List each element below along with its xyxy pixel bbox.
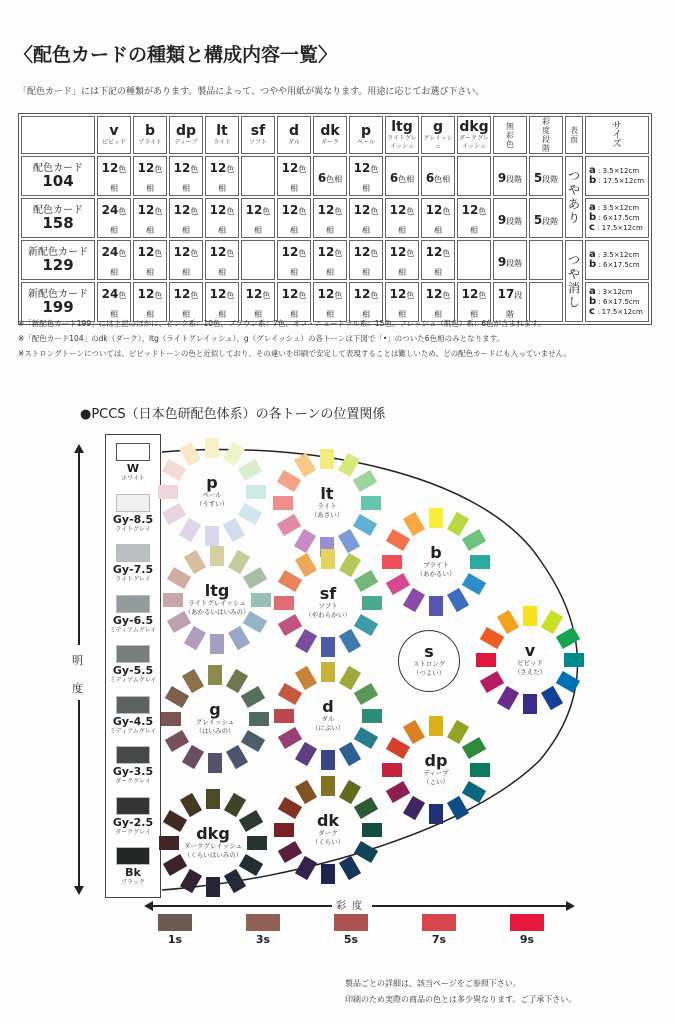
achromatic-scale: [105, 434, 161, 898]
gray-swatch: [116, 797, 150, 815]
lightness-label: 明: [72, 654, 83, 667]
diagram-title: ●PCCS（日本色研配色体系）の各トーンの位置関係: [80, 407, 386, 422]
gray-swatch: [116, 443, 150, 461]
col-header: dp ディープ: [169, 116, 203, 154]
color-swatch: [320, 449, 334, 469]
color-swatch: [321, 662, 335, 682]
lightness-axis-down: [78, 700, 80, 888]
color-swatch: [321, 776, 335, 796]
tone-label: p ペール （うすい）: [195, 473, 229, 508]
gray-name: ライトグレイ: [115, 525, 151, 533]
color-swatch: [321, 637, 335, 657]
chroma-swatch: [158, 914, 192, 931]
row-label: 新配色カード 199: [21, 282, 95, 322]
arrow-right-icon: [566, 901, 575, 911]
color-swatch: [429, 804, 443, 824]
gray-step: [106, 797, 160, 836]
table-cell: 9段階: [493, 240, 527, 280]
table-cell: 12色相: [313, 282, 347, 322]
gray-code: Gy-7.5: [112, 563, 154, 576]
gray-step: [106, 443, 160, 482]
arrow-down-icon: [74, 886, 84, 895]
lightness-axis-up: [78, 450, 80, 645]
table-cell: 12色相: [241, 198, 275, 238]
tone-strong: s ストロング （つよい）: [398, 630, 460, 692]
col-header-surface: 表面: [565, 116, 583, 154]
table-cell: 12色相: [205, 198, 239, 238]
table-cell: 12色相: [169, 198, 203, 238]
gray-step: [106, 847, 160, 886]
col-header: g グレイッシュ: [421, 116, 455, 154]
color-swatch: [205, 438, 219, 458]
page-title: 〈配色カードの種類と構成内容一覧〉: [14, 44, 338, 66]
table-cell: 12色相: [421, 282, 455, 322]
gray-name: ミディアムグレイ: [109, 727, 157, 735]
table-cell: 12色相: [457, 282, 491, 322]
color-swatch: [523, 606, 537, 626]
tone-label: dkg ダークグレイッシュ （くらいはいみの）: [183, 824, 243, 859]
gray-code: Bk: [125, 866, 141, 879]
color-swatch: [429, 508, 443, 528]
tone-label: b ブライト （あかるい）: [416, 543, 456, 578]
col-header-size: サイズ: [585, 116, 649, 154]
table-cell: 12色相: [421, 198, 455, 238]
gray-step: [106, 645, 160, 684]
col-header-achromatic: 無彩色: [493, 116, 527, 154]
gray-swatch: [116, 645, 150, 663]
table-cell: 9段階: [493, 198, 527, 238]
chroma-swatch: [422, 914, 456, 931]
tone-label: lt ライト （あさい）: [310, 484, 344, 519]
gray-code: Gy-4.5: [112, 714, 154, 728]
size-cell: a : 3.5×12cm b : 6×17.5cm: [585, 240, 649, 280]
table-cell: 12色相: [421, 240, 455, 280]
gray-name: ミディアムグレイ: [109, 626, 157, 634]
size-cell: a : 3.5×12cm b : 17.5×12cm: [585, 156, 649, 196]
gray-step: [106, 494, 160, 533]
table-cell: 5段階: [529, 198, 563, 238]
gray-step: [106, 696, 160, 735]
color-swatch: [208, 665, 222, 685]
color-swatch: [321, 549, 335, 569]
tone-label: dp ディープ （こい）: [423, 751, 449, 786]
col-header: sf ソフト: [241, 116, 275, 154]
gray-name: ダークグレイ: [115, 828, 151, 836]
tone-label: sf ソフト （やわらかい）: [305, 584, 351, 619]
footer-line: 印刷のため実際の商品の色とは多少異なります。ご了承下さい。: [345, 995, 577, 1004]
surface-glossy: つやあり: [565, 156, 583, 238]
color-swatch: [523, 694, 537, 714]
table-cell: 12色相: [277, 198, 311, 238]
tone-label: v ビビッド （さえた）: [513, 641, 547, 676]
gray-name: ダークグレイ: [115, 778, 151, 785]
color-swatch: [321, 864, 335, 884]
row-label: 配色カード 104: [21, 156, 95, 196]
color-swatch: [208, 753, 222, 773]
table-cell: 12色相: [97, 156, 131, 196]
gray-step: [106, 544, 160, 583]
table-cell: 12色相: [349, 198, 383, 238]
gray-swatch: [116, 746, 150, 764]
color-swatch: [210, 546, 224, 566]
color-swatch: [206, 877, 220, 897]
table-cell: 9段階: [493, 156, 527, 196]
table-cell: 12色相: [349, 156, 383, 196]
table-cell: 12色相: [133, 156, 167, 196]
color-swatch: [429, 596, 443, 616]
chroma-swatch: [334, 914, 368, 931]
col-header: lt ライト: [205, 116, 239, 154]
intro-text: 「配色カード」には下記の種類があります。製品によって、つやや用紙が異なります。用途に応じてお選び下さい。: [18, 87, 485, 97]
chroma-code: 7s: [431, 933, 447, 946]
chroma-label: 彩度: [332, 897, 372, 912]
table-cell: 17段階: [493, 282, 527, 322]
table-cell: 12色相: [133, 282, 167, 322]
gray-step: [106, 746, 160, 785]
color-swatch: [210, 634, 224, 654]
table-cell: 12色相: [313, 198, 347, 238]
table-cell: 12色相: [241, 282, 275, 322]
size-cell: a : 3×12cm b : 6×17.5cm c : 17.5×12cm: [585, 282, 649, 322]
table-cell: 12色相: [277, 156, 311, 196]
note-line: ※ストロングトーンについては、ビビッドトーンの色と近似しており、その違いを印刷で安定して表現することは難しいため、どの配色カードにも入っていません。: [18, 349, 572, 358]
chroma-swatch: [246, 914, 280, 931]
gray-code: Gy-3.5: [112, 765, 154, 778]
arrow-up-icon: [74, 444, 84, 453]
table-cell: 12色相: [169, 156, 203, 196]
table-cell: 12色相: [385, 198, 419, 238]
table-cell: 12色相: [169, 282, 203, 322]
table-cell: 12色相: [385, 282, 419, 322]
col-header: p ペール: [349, 116, 383, 154]
gray-code: Gy-6.5: [112, 613, 154, 627]
arrow-left-icon: [144, 901, 153, 911]
col-header: dk ダーク: [313, 116, 347, 154]
gray-code: Gy-5.5: [112, 664, 154, 677]
chroma-code: 1s: [167, 933, 183, 946]
chroma-code: 9s: [519, 933, 535, 946]
table-cell: 6色相: [385, 156, 419, 196]
gray-name: ライトグレイ: [115, 576, 151, 583]
lightness-label: 度: [72, 682, 83, 695]
color-swatch: [429, 716, 443, 736]
tone-label: ltg ライトグレイッシュ （あかるいはいみの）: [184, 581, 250, 616]
tone-label: d ダル （にぶい）: [311, 697, 345, 732]
table-cell: 24色相: [97, 198, 131, 238]
table-cell: 12色相: [133, 198, 167, 238]
col-header: ltg ライトグレイッシュ: [385, 116, 419, 154]
size-cell: a : 3.5×12cm b : 6×17.5cm c : 17.5×12cm: [585, 198, 649, 238]
row-label: 配色カード 158: [21, 198, 95, 238]
chroma-code: 3s: [255, 933, 271, 946]
table-cell: 12色相: [169, 240, 203, 280]
col-header: b ブライト: [133, 116, 167, 154]
col-header: v ビビッド: [97, 116, 131, 154]
table-cell: 12色相: [133, 240, 167, 280]
gray-swatch: [116, 494, 150, 512]
color-swatch: [205, 526, 219, 546]
gray-code: Gy-8.5: [112, 512, 154, 526]
row-label: 新配色カード 129: [21, 240, 95, 280]
gray-code: Gy-2.5: [112, 815, 154, 829]
table-cell: 12色相: [349, 240, 383, 280]
note-line: ※「新配色カード199」には上記のほかに、ピンク系：10色、ブラウン系：7色、オフ・ニュートラル系：15色、フレッシュ（肌色）系：6色が含まれます。: [18, 319, 546, 328]
table-cell: 12色相: [205, 156, 239, 196]
table-cell: 12色相: [313, 240, 347, 280]
gray-swatch: [116, 595, 150, 613]
chroma-swatch: [510, 914, 544, 931]
gray-swatch: [116, 696, 150, 714]
col-header-chroma-steps: 彩度段階: [529, 116, 563, 154]
col-header: d ダル: [277, 116, 311, 154]
gray-code: W: [126, 462, 140, 475]
chroma-code: 5s: [343, 933, 359, 946]
table-cell: 12色相: [277, 240, 311, 280]
gray-step: [106, 595, 160, 634]
col-header: dkg ダークグレイッシュ: [457, 116, 491, 154]
color-swatch: [321, 750, 335, 770]
tone-label: g グレイッシュ （はいみの）: [195, 700, 235, 735]
gray-name: ミディアムグレイ: [109, 677, 157, 684]
color-swatch: [206, 789, 220, 809]
surface-matte: つや消し: [565, 240, 583, 322]
footer: [345, 976, 576, 1008]
table-cell: 12色相: [277, 282, 311, 322]
table-cell: 6色相: [313, 156, 347, 196]
table-cell: 12色相: [385, 240, 419, 280]
table-cell: 5段階: [529, 156, 563, 196]
table-cell: 12色相: [205, 282, 239, 322]
table-cell: 24色相: [97, 282, 131, 322]
table-cell: 12色相: [457, 198, 491, 238]
gray-swatch: [116, 847, 150, 865]
table-cell: 6色相: [421, 156, 455, 196]
note-line: ※「配色カード104」のdk（ダーク）、ltg（ライトグレイッシュ）、g（グレイッシュ）の各トーンは下図で「•」のついた6色相のみとなります。: [18, 334, 504, 343]
gray-swatch: [116, 544, 150, 562]
gray-name: ホワイト: [121, 475, 145, 482]
footer-line: 製品ごとの詳細は、該当ページをご参照下さい。: [345, 979, 521, 988]
table-cell: 12色相: [349, 282, 383, 322]
tone-label: dk ダーク （くらい）: [311, 811, 345, 846]
table-cell: 12色相: [205, 240, 239, 280]
gray-name: ブラック: [121, 879, 145, 886]
table-cell: 24色相: [97, 240, 131, 280]
